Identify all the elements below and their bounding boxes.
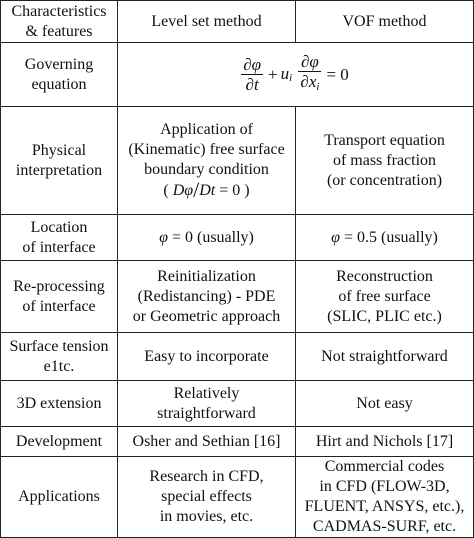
label-3d-extension: 3D extension <box>1 381 118 427</box>
vof-reprocessing: Reconstruction of free surface (SLIC, PLIC etc.) <box>296 261 474 333</box>
vof-surface-tension: Not straightforward <box>296 333 474 381</box>
vof-physical-interpretation: Transport equation of mass fraction (or concentration) <box>296 107 474 215</box>
header-characteristics: Characteristics & features <box>1 1 118 43</box>
level-set-applications: Research in CFD, special effects in movies, etc. <box>118 457 296 538</box>
row-applications <box>1 457 474 538</box>
level-set-3d-extension: Relatively straightforward <box>118 381 296 427</box>
label-applications: Applications <box>1 457 118 538</box>
label-location-of-interface: Location of interface <box>1 215 118 261</box>
frac-dphi-dx: $\frac{\partial\varphi}{\partial x_i}$ <box>300 52 320 93</box>
header-row <box>1 1 474 43</box>
level-set-surface-tension: Easy to incorporate <box>118 333 296 381</box>
frac-dphi-dt: $\frac{\partial\varphi}{\partial t}$ <box>243 55 262 94</box>
governing-equation <box>118 43 474 107</box>
label-development: Development <box>1 427 118 457</box>
equation-expression: $\frac{\partial\varphi}{\partial t}$ + $u_i$ $\frac{\partial\varphi}{\partial x_i}$ = 0 <box>239 63 352 82</box>
label-physical-interpretation: Physical interpretation <box>1 107 118 215</box>
material-derivative-formula: ( Dφ/Dt = 0 ) <box>163 177 250 202</box>
row-reprocessing <box>1 261 474 333</box>
vof-location: φ = 0.5 (usually) <box>296 215 474 261</box>
row-governing-equation <box>1 43 474 107</box>
vof-applications: Commercial codes in CFD (FLOW-3D, FLUENT, ANSYS, etc.), CADMAS-SURF, etc. <box>296 457 474 538</box>
row-physical-interpretation <box>1 107 474 215</box>
row-development <box>1 427 474 457</box>
label-governing-equation: Governing equation <box>1 43 118 107</box>
vof-development: Hirt and Nichols [17] <box>296 427 474 457</box>
row-location-of-interface <box>1 215 474 261</box>
label-surface-tension: Surface tension e1tc. <box>1 333 118 381</box>
label-reprocessing: Re-processing of interface <box>1 261 118 333</box>
vof-3d-extension: Not easy <box>296 381 474 427</box>
row-3d-extension <box>1 381 474 427</box>
level-set-reprocessing: Reinitialization (Redistancing) - PDE or Geometric approach <box>118 261 296 333</box>
header-vof: VOF method <box>296 1 474 43</box>
header-level-set: Level set method <box>118 1 296 43</box>
level-set-development: Osher and Sethian [16] <box>118 427 296 457</box>
row-surface-tension <box>1 333 474 381</box>
level-set-location: φ = 0 (usually) <box>118 215 296 261</box>
level-set-physical-interpretation: Application of (Kinematic) free surface boundary condition ( Dφ/Dt = 0 ) <box>118 107 296 215</box>
